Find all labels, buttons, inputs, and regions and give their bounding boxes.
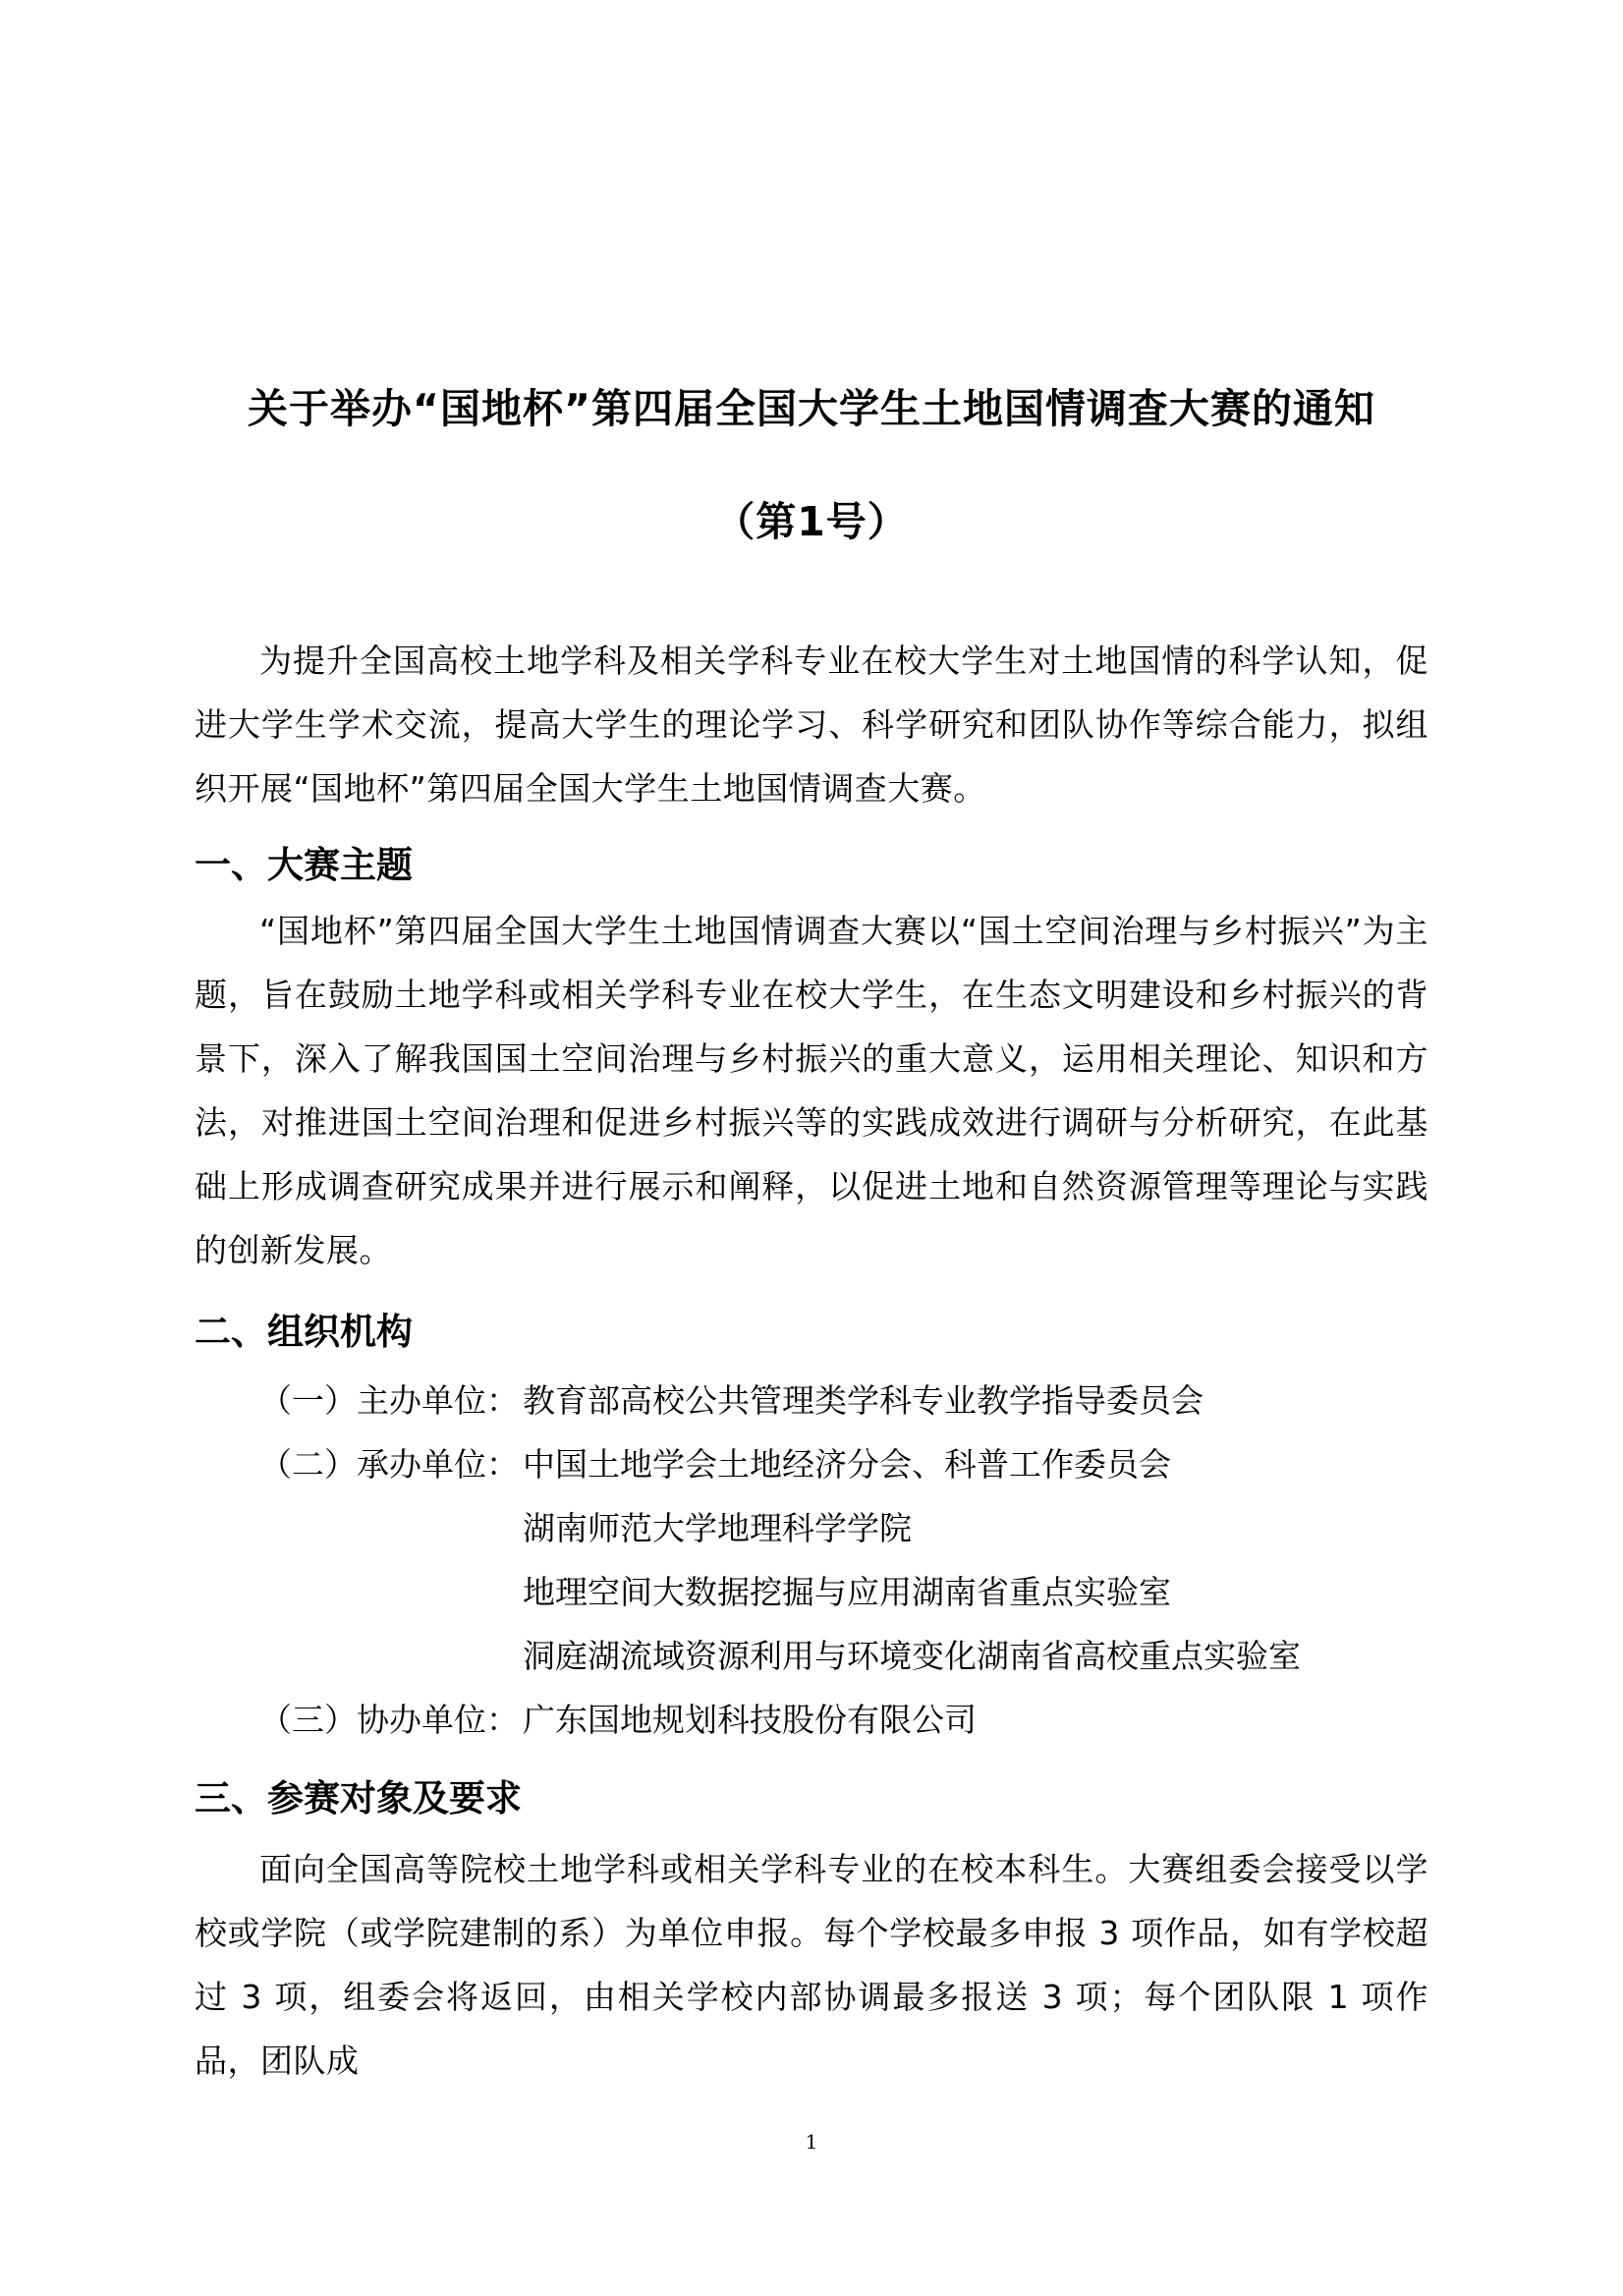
document-title: 关于举办“国地杯”第四届全国大学生土地国情调查大赛的通知 [248,385,1375,432]
org-host-label: （一）主办单位： [259,1381,519,1420]
section-heading-org: 二、组织机构 [195,1311,413,1353]
org-organizer-item: 洞庭湖流域资源利用与环境变化湖南省高校重点实验室 [523,1637,1301,1675]
org-organizer-item: 湖南师范大学地理科学学院 [523,1509,912,1547]
participants-paragraph-block [0,1837,1623,2093]
intro-paragraph-block [0,629,1623,820]
section-heading-theme: 一、大赛主题 [195,844,413,886]
theme-paragraph: “国地杯”第四届全国大学生土地国情调查大赛以“国土空间治理与乡村振兴”为主题，旨在鼓励土地学科或相关学科专业在校大学生，在生态文明建设和乡村振兴的背景下，深入了解我国国土空间治理与乡村振兴的重大意义，运用相关理论、知识和方法，对推进国土空间治理和促进乡村振兴等的实践成效进行调研与分析研究，在此基础上形成调查研究成果并进行展示和阐释，以促进土地和自然资源管理等理论与实践的创新发展。 [195,912,1428,1269]
org-organizer-value: 中国土地学会土地经济分会、科普工作委员会 [523,1445,1171,1484]
document-number: （第1号） [714,498,909,545]
org-coorganizer-value: 广东国地规划科技股份有限公司 [523,1701,977,1739]
org-coorganizer-label: （三）协办单位： [259,1701,519,1739]
org-host-value: 教育部高校公共管理类学科专业教学指导委员会 [523,1381,1203,1420]
participants-paragraph: 面向全国高等院校土地学科或相关学科专业的在校本科生。大赛组委会接受以学校或学院（或学院建制的系）为单位申报。每个学校最多申报 3 项作品，如有学校超过 3 项，组委会将返回，由相关学校内部协调最多报送 3 项；每个团队限 1 项作品，团队成 [195,1850,1428,2080]
intro-paragraph: 为提升全国高校土地学科及相关学科专业在校大学生对土地国情的科学认知，促进大学生学术交流，提高大学生的理论学习、科学研究和团队协作等综合能力，拟组织开展“国地杯”第四届全国大学生土地国情调查大赛。 [195,642,1428,808]
org-organizer-item: 地理空间大数据挖掘与应用湖南省重点实验室 [523,1573,1171,1611]
theme-paragraph-block [0,899,1623,1282]
page-number: 1 [805,2130,818,2154]
section-heading-participants: 三、参赛对象及要求 [195,1777,522,1820]
org-host-row [259,1375,1203,1422]
org-organizer-row [259,1439,1171,1485]
org-organizer-label: （二）承办单位： [259,1445,519,1484]
org-coorganizer-row [259,1695,977,1741]
